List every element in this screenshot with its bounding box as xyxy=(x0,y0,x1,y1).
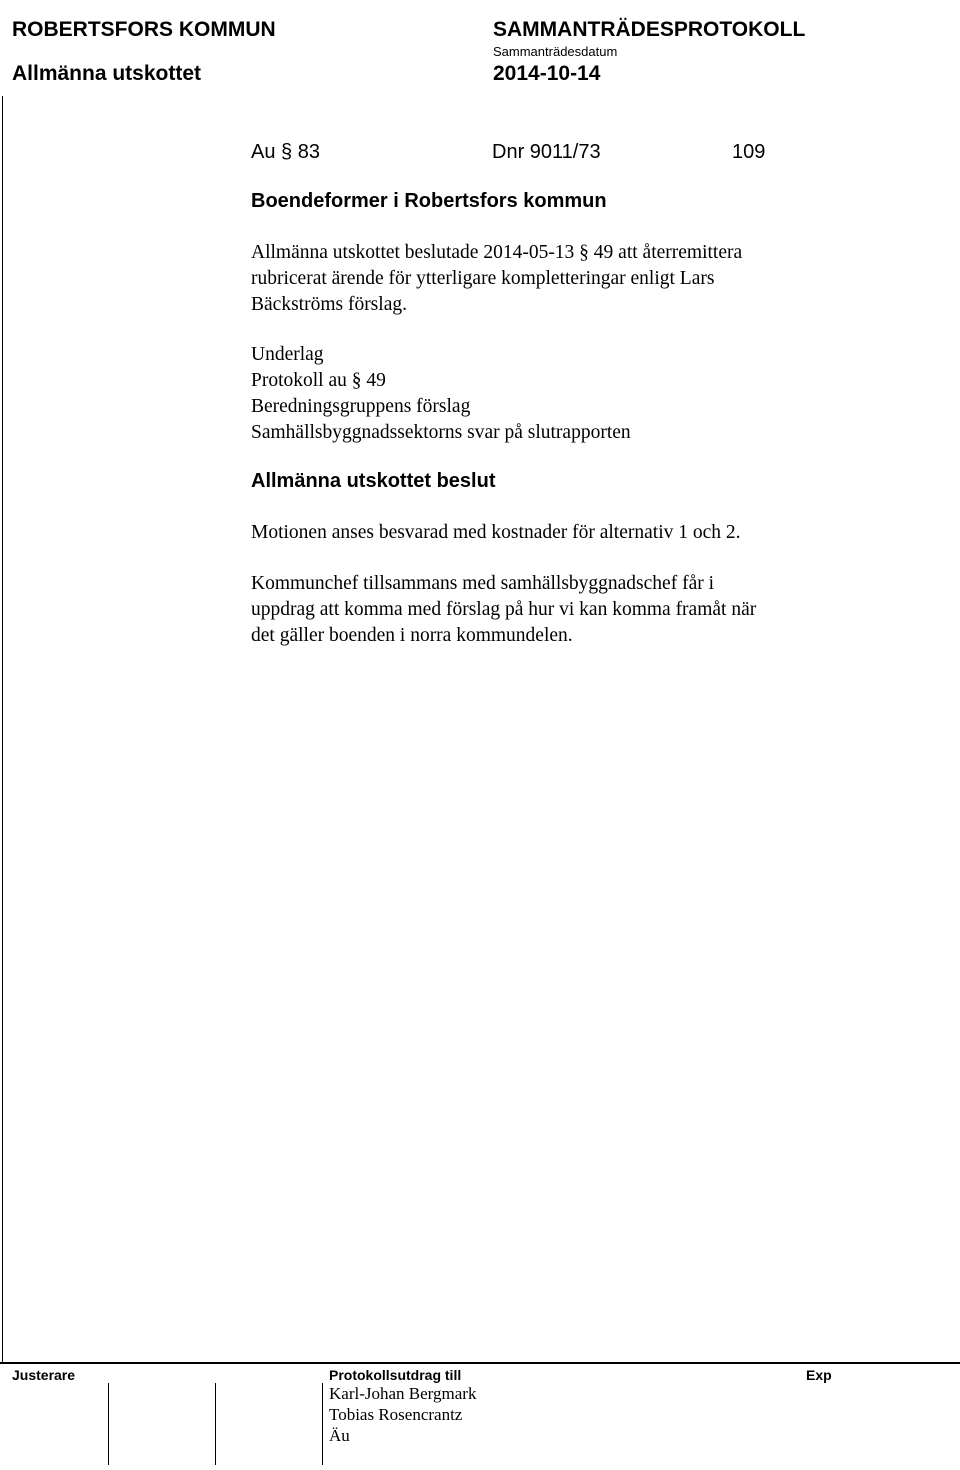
intro-line: Bäckströms förslag. xyxy=(251,294,407,315)
underlag-item: Samhällsbyggnadssektorns svar på slutrapporten xyxy=(251,422,631,443)
recipient: Tobias Rosencrantz xyxy=(329,1405,463,1424)
decision-paragraph-1: Motionen anses besvarad med kostnader för alternativ 1 och 2. xyxy=(251,522,741,543)
organization-name: ROBERTSFORS KOMMUN xyxy=(12,18,276,41)
intro-paragraph xyxy=(251,240,742,318)
signature-box-divider xyxy=(322,1383,323,1465)
underlag-heading: Underlag xyxy=(251,344,324,365)
protocol-extract-label: Protokollsutdrag till xyxy=(329,1367,462,1383)
recipients-list xyxy=(329,1383,476,1446)
decision-line: uppdrag att komma med förslag på hur vi kan komma framåt när xyxy=(251,599,757,620)
item-reference: Au § 83 xyxy=(251,141,320,163)
intro-line: Allmänna utskottet beslutade 2014-05-13 § 49 att återremittera xyxy=(251,242,743,263)
decision-line: det gäller boenden i norra kommundelen. xyxy=(251,625,573,646)
meeting-date-label: Sammanträdesdatum xyxy=(493,44,618,59)
document-type: SAMMANTRÄDESPROTOKOLL xyxy=(493,18,806,41)
decision-line: Kommunchef tillsammans med samhällsbyggnadschef får i xyxy=(251,573,715,594)
underlag-item: Beredningsgruppens förslag xyxy=(251,396,471,417)
page-number: 109 xyxy=(732,141,766,163)
signature-box-divider xyxy=(108,1383,109,1465)
committee-name: Allmänna utskottet xyxy=(12,62,202,85)
recipient: Karl-Johan Bergmark xyxy=(329,1384,477,1403)
item-title: Boendeformer i Robertsfors kommun xyxy=(251,190,607,212)
justerare-label: Justerare xyxy=(12,1367,76,1383)
underlag-item: Protokoll au § 49 xyxy=(251,370,386,391)
exp-label: Exp xyxy=(806,1367,832,1383)
footer-divider xyxy=(0,1362,960,1364)
meeting-date: 2014-10-14 xyxy=(493,62,601,85)
page-border-left xyxy=(2,96,3,1362)
underlag-section xyxy=(251,342,631,446)
signature-box-divider xyxy=(215,1383,216,1465)
decision-paragraph-2 xyxy=(251,571,756,649)
diary-number: Dnr 9011/73 xyxy=(492,141,601,163)
intro-line: rubricerat ärende för ytterligare kompletteringar enligt Lars xyxy=(251,268,715,289)
decision-heading: Allmänna utskottet beslut xyxy=(251,470,496,492)
recipient: Äu xyxy=(329,1426,350,1445)
